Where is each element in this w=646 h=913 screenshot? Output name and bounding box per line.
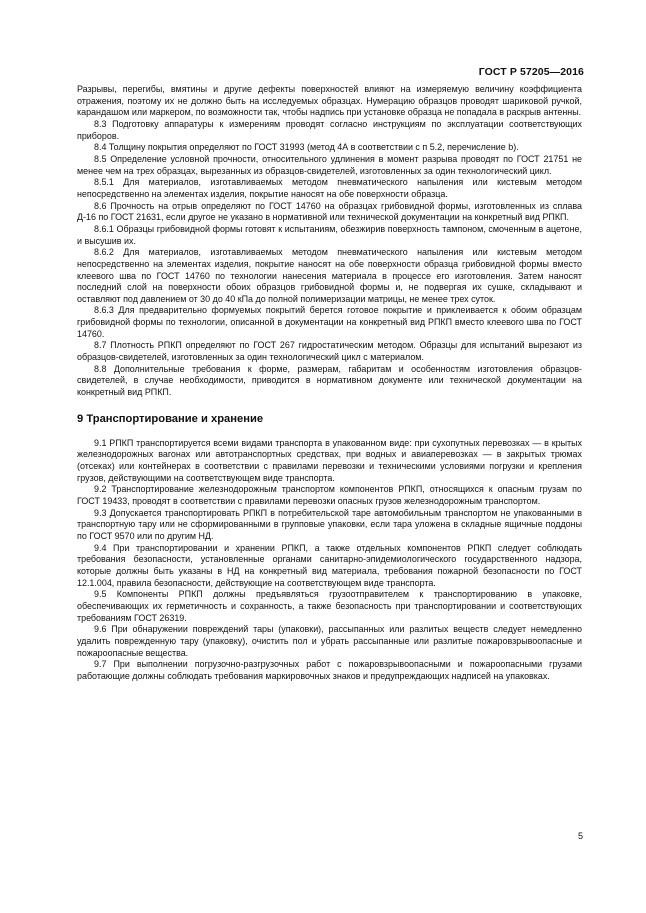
section-heading: 9 Транспортирование и хранение	[77, 412, 264, 425]
paragraph: Разрывы, перегибы, вмятины и другие дефекты поверхностей влияют на измеряемую величину коэффициента отражения, поэтому их не должно быть на исследуемых образцах. Нумерацию образцов проводят шариковой ручкой, карандашом или маркером, по возможности так, чтобы надпись при установке образца не попадала в раскрыв антенны.	[77, 84, 582, 118]
standard-designation: ГОСТ Р 57205—2016	[478, 66, 584, 78]
paragraph: 8.3 Подготовку аппаратуры к измерениям проводят согласно инструкциям по эксплуатации соответствующих приборов.	[77, 118, 582, 141]
paragraph: 8.6 Прочность на отрыв определяют по ГОСТ 14760 на образцах грибовидной формы, изготовленных из сплава Д-16 по ГОСТ 21631, если другое не указано в нормативной или технической документации на конкретный вид РПКП.	[77, 200, 582, 223]
paragraph: 8.6.3 Для предварительно формуемых покрытий берется готовое покрытие и приклеивается к обоим образцам грибовидной формы по технологии, описанной в документации на конкретный вид РПКП вместо клеевого шва по ГОСТ 14760.	[77, 305, 582, 339]
paragraph: 9.5 Компоненты РПКП должны предъявляться грузоотправителем к транспортированию в упаковке, обеспечивающих их герметичность и сохранность, а также безопасность при транспортировании и соответствующих требованиям ГОСТ 26319.	[77, 589, 582, 623]
paragraph: 8.6.1 Образцы грибовидной формы готовят к испытаниям, обезжирив поверхность тампоном, смоченным в ацетоне, и высушив их.	[77, 223, 582, 246]
paragraph: 9.3 Допускается транспортировать РПКП в потребительской таре автомобильным транспортом не упакованными в транспортную тару или не сформированными в групповые упаковки, если тара уложена в складные ящичные поддоны по ГОСТ 9570 или по другим НД.	[77, 507, 582, 541]
paragraph: 8.5 Определение условной прочности, относительного удлинения в момент разрыва проводят по ГОСТ 21751 не менее чем на трех образцах, вырезанных из образцов-свидетелей, изготовленных за один технологический цикл.	[77, 153, 582, 176]
paragraph: 8.8 Дополнительные требования к форме, размерам, габаритам и особенностям изготовления образцов-свидетелей, в случае необходимости, приводится в нормативном документе или технической документации на конкретный вид РПКП.	[77, 363, 582, 398]
paragraph: 8.7 Плотность РПКП определяют по ГОСТ 267 гидростатическим методом. Образцы для испытаний вырезают из образцов-свидетелей, изготовленных за один технологический цикл с материалом.	[77, 340, 582, 363]
page-number: 5	[577, 831, 583, 841]
paragraph: 9.1 РПКП транспортируется всеми видами транспорта в упакованном виде: при сухопутных перевозках — в крытых железнодорожных вагонах или автотранспортных средствах, при водных и авиаперевозках — в закрытых трюмах (отсеках) или контейнерах в соответствии с правилами перевозки и техническими условиями погрузки и крепления грузов, действующими на соответствующем виде транспорта.	[77, 437, 582, 483]
paragraph: 9.4 При транспортировании и хранении РПКП, а также отдельных компонентов РПКП следует соблюдать требования безопасности, установленные органами санитарно-эпидемиологического государственного надзора, которые должны быть указаны в НД на конкретный вид материала, требования пожарной безопасности по ГОСТ 12.1.004, правила безопасности, действующие на соответствующем виде транспорта.	[77, 542, 582, 588]
paragraph: 8.5.1 Для материалов, изготавливаемых методом пневматического напыления или кистевым методом непосредственно на элементах изделия, покрытие наносят на обе поверхности образца.	[77, 177, 582, 199]
paragraph: 9.7 При выполнении погрузочно-разгрузочных работ с пожаровзрывоопасными и пожароопасными грузами работающие должны соблюдать требования маркировочных знаков и предупреждающих надписей на упаковках.	[77, 659, 582, 681]
paragraph: 9.6 При обнаружении повреждений тары (упаковки), рассыпанных или разлитых веществ следует немедленно удалить поврежденную тару (упаковку), очистить пол и убрать рассыпанные или разлитые пожаровзрывоопасные и пожароопасные вещества.	[77, 624, 582, 658]
paragraph: 8.6.2 Для материалов, изготавливаемых методом пневматического напыления или кистевым методом непосредственно на элементах изделия, покрытие наносят на обе поверхности образца грибовидной формы вместо клеевого шва по ГОСТ 14760 по технологии нанесения материала в процессе его изготовления. Затем наносят последний слой на поверхности обоих образцов грибовидной формы и, не подвергая их сушке, складывают и оставляют под давлением от 30 до 40 кПа до полной полимеризации матрицы, не менее трех суток.	[77, 247, 582, 304]
paragraph: 8.4 Толщину покрытия определяют по ГОСТ 31993 (метод 4А в соответствии с п 5.2, перечисление b).	[94, 142, 519, 153]
paragraph: 9.2 Транспортирование железнодорожным транспортом компонентов РПКП, относящихся к опасным грузам по ГОСТ 19433, проводят в соответствии с правилами перевозки опасных грузов железнодорожным транспортом.	[77, 484, 582, 506]
page-body	[77, 84, 582, 683]
